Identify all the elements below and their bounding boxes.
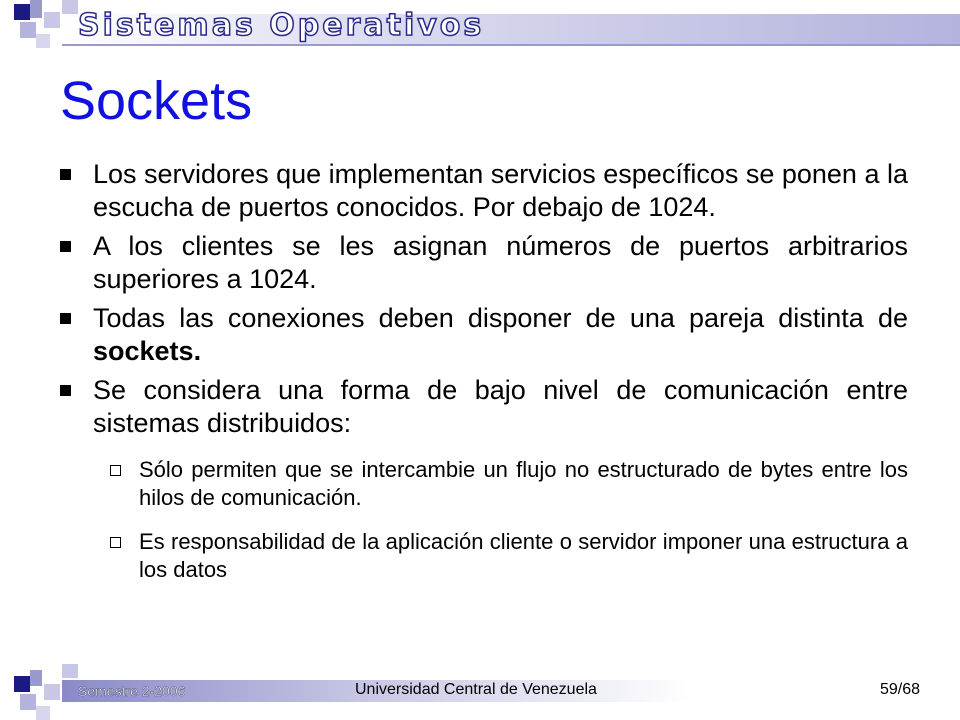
decor-square [20, 22, 36, 38]
decor-square [62, 664, 78, 678]
decor-square [36, 706, 50, 720]
subbullet-item [106, 528, 908, 584]
footer-semester: Semestre 2-2006 [78, 683, 186, 699]
decor-square [30, 0, 42, 18]
square-bullet-icon [60, 385, 71, 396]
bullet-text: A los clientes se les asignan números de puertos arbitrarios superiores a 1024. [93, 231, 908, 294]
bullet-item [60, 302, 908, 368]
bullet-item [60, 158, 908, 224]
bullet-text: Se considera una forma de bajo nivel de comunicación entre sistemas distribuidos: [93, 375, 908, 438]
bullet-text: Todas las conexiones deben disponer de una pareja distinta de [93, 303, 908, 333]
decor-square [44, 12, 60, 28]
square-bullet-icon [60, 169, 71, 180]
page-number: 59/68 [880, 681, 921, 698]
decor-square [30, 670, 42, 686]
hollow-square-bullet-icon [110, 537, 121, 548]
decor-square [14, 676, 30, 692]
bullet-list [60, 158, 908, 584]
hollow-square-bullet-icon [110, 465, 121, 476]
decor-square [20, 694, 36, 710]
slide-title: Sockets [60, 71, 253, 131]
decor-square [36, 34, 50, 48]
subbullet-text: Sólo permiten que se intercambie un flujo no estructurado de bytes entre los hilos de comunicación. [139, 457, 908, 510]
square-bullet-icon [60, 313, 71, 324]
decor-square [44, 684, 60, 700]
decor-square [62, 0, 78, 14]
bullet-bold-term: sockets. [93, 336, 202, 366]
bullet-text: Los servidores que implementan servicios específicos se ponen a la escucha de puertos conocidos. Por debajo de 1024. [93, 159, 908, 222]
footer-university: Universidad Central de Venezuela [355, 681, 597, 698]
bullet-item [60, 230, 908, 296]
course-title: Sistemas Operativos [78, 8, 485, 43]
bullet-item [60, 374, 908, 440]
subbullet-item [106, 456, 908, 512]
square-bullet-icon [60, 241, 71, 252]
header-divider [62, 44, 960, 46]
decor-square [14, 4, 30, 20]
subbullet-text: Es responsabilidad de la aplicación cliente o servidor imponer una estructura a los datos [139, 529, 908, 582]
